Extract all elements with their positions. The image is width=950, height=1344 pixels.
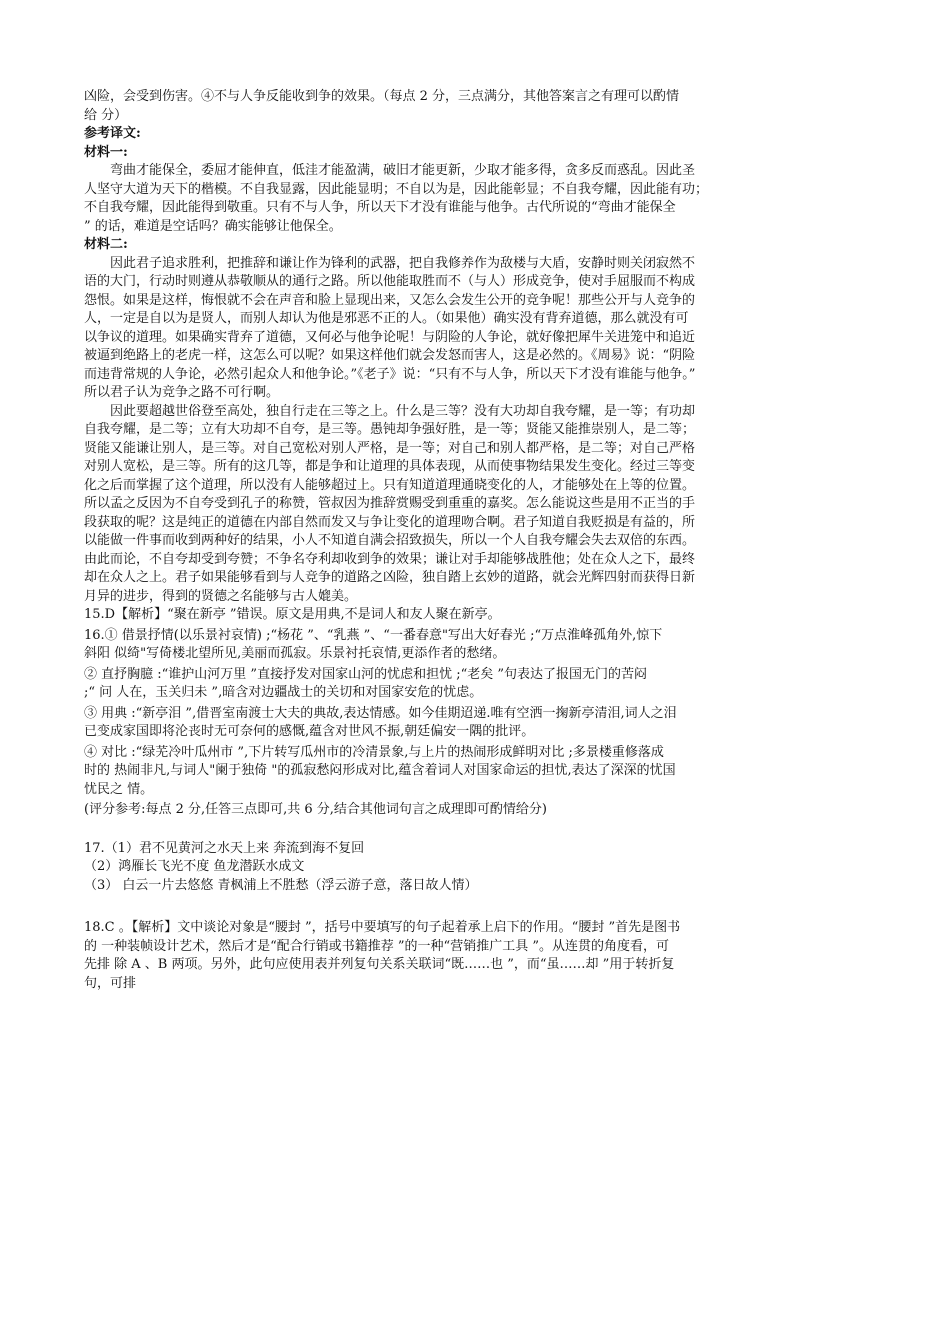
answer-17-part-1: 17.（1）君不见黄河之水天上来 奔流到海不复回 bbox=[84, 840, 365, 856]
translation-heading: 参考译文: bbox=[84, 126, 141, 141]
material2-heading: 材料二: bbox=[84, 237, 128, 252]
answer-15: 15.D【解析】“聚在新亭 ”错误。原文是用典,不是词人和友人聚在新亭。 bbox=[84, 607, 501, 622]
answer-16-point-2: ② 直抒胸臆 :“谁护山河万里 ”直接抒发对国家山河的忧虑和担忧 ;“老矣 ”句表达了报国无门的苦闷 ;“ 问 人在，玉关归未 ”,暗含对边疆战士的关切和对国家安危的忧虑。 bbox=[84, 666, 648, 700]
material2-paragraph-2: 因此要超越世俗登至高处，独自行走在三等之上。什么是三等？没有大功却自我夸耀，是一等；有功却 自我夸耀，是二等；立有大功却不自夸，是三等。愚钝却争强好胜，是一等；贤能又能推崇别人，是二等； 贤能又能谦让别人，是三等。对自己宽松对别人严格，是一等；对自己和别人都严格，是二等；对自己严格 对别人宽松，是三等。所有的这几等，都是争和让道理的具体表现，从而使事物结果发生变化。经过三等变 化之后而掌握了这个道理，所以没有人能够超过上。只有知道道理通晓变化的人，才能够处在上等的位置。 所以孟之反因为不自夸受到孔子的称赞，管叔因为推辞赏赐受到重重的嘉奖。怎么能说这些是用不正当的手 段获取的呢？这是纯正的道德在内部自然而发又与争让变化的道理吻合啊。君子知道自我贬损是有益的，所 以能做一件事而收到两种好的结果，小人不知道自满会招致损失，所以一个人自我夸耀会失去双倍的东西。 由此而论，不自夸却受到夸赞；不争名夺利却收到争的效果；谦让对手却能够战胜他；处在众人之下，最终 却在众人之上。君子如果能够看到与人竞争的道路之凶险，独自踏上玄妙的道路，就会光辉四射而获得日新 月异的进步，得到的贤德之名能够与古人媲美。 bbox=[84, 403, 696, 604]
answer-16-point-3: ③ 用典 :“新亭泪 ”,借晋室南渡士大夫的典故,表达情感。如今佳期迢递.唯有空洒一掬新亭清泪,词人之泪 已变成家国即将沦丧时无可奈何的感慨,蕴含对世风不振,朝廷偏安一隅的批评。 bbox=[84, 705, 677, 739]
document-page bbox=[84, 88, 874, 993]
answer-17-part-2: （2）鸿雁长飞光不度 鱼龙潜跃水成文 bbox=[84, 859, 305, 874]
material2-paragraph-1: 因此君子追求胜利，把推辞和谦让作为锋利的武器，把自我修养作为敌楼与大盾，安静时则关闭寂然不 语的大门，行动时则遵从恭敬顺从的通行之路。所以他能取胜而不（与人）形成竞争，使对手屈服而不构成 怨恨。如果是这样，悔恨就不会在声音和脸上显现出来，又怎么会发生公开的竞争呢！那些公开与人竞争的 人，一定是自以为是贤人，而别人却认为他是邪恶不正的人。（如果他）确实没有背弃道德，那么就没有可 以争议的道理。如果确实背弃了道德，又何必与他争论呢！与阴险的人争论，就好像把犀牛关进笼中和追近 被逼到绝路上的老虎一样，这怎么可以呢？如果这样他们就会发怒而害人，这是必然的。《周易》说：“阴险 而违背常规的人争论，必然引起众人和他争论。”《老子》说：“只有不与人争，所以天下才没有谁能与他争。” 所以君子认为竞争之路不可行啊。 bbox=[84, 255, 696, 400]
material1-heading: 材料一: bbox=[84, 144, 128, 160]
intro-paragraph: 凶险，会受到伤害。④不与人争反能收到争的效果。（每点 2 分，三点满分，其他答案言之有理可以酌情 给 分） bbox=[84, 89, 680, 123]
answer-18: 18.C 。【解析】文中谈论对象是“腰封 ”，括号中要填写的句子起着承上启下的作用。“腰封 ”首先是图书 的 一种装帧设计艺术，然后才是“配合行销或书籍推荐 ”的一种“营销推广工具 ”。从连贯的角度看，可 先排 除 A 、B 两项。另外，此句应使用表并列复句关系关联词“既……也 ”，而“虽……却 ”用于转折复 句，可排 bbox=[84, 920, 681, 991]
answer-17-part-3: （3） 白云一片去悠悠 青枫浦上不胜愁（浮云游子意，落日故人情） bbox=[84, 877, 478, 893]
material1-paragraph: 弯曲才能保全，委屈才能伸直，低洼才能盈满，破旧才能更新，少取才能多得，贪多反而惑乱。因此圣 人坚守大道为天下的楷模。不自我显露，因此能显明；不自以为是，因此能彰显；不自我夸耀，因此能有功； 不自我夸耀，因此能得到敬重。只有不与人争，所以天下才没有谁能与他争。古代所说的“弯曲才能保全 ” 的话，难道是空话吗？确实能够让他保全。 bbox=[84, 163, 709, 234]
answer-16-scoring-note: (评分参考:每点 2 分,任答三点即可,共 6 分,结合其他词句言之成理即可酌情给分) bbox=[84, 802, 547, 817]
answer-16-point-1: 16.① 借景抒情(以乐景衬哀情) ;“杨花 ”、“乳燕 ”、“一番春意"写出大好春光 ;“万点淮峰孤角外,惊下 斜阳 似绮"写倚楼北望所见,美丽而孤寂。乐景衬托哀情,更添作者的愁绪。 bbox=[84, 627, 663, 661]
answer-16-point-4: ④ 对比 :“绿芜冷叶瓜州市 ”,下片转写瓜州市的冷清景象,与上片的热闹形成鲜明对比 ;多景楼重修落成 时的 热闹非凡,与词人"阑于独倚 "的孤寂愁闷形成对比,蕴含着词人对国家命运的担忧,表达了深深的忧国 忧民之 情。 bbox=[84, 744, 676, 797]
